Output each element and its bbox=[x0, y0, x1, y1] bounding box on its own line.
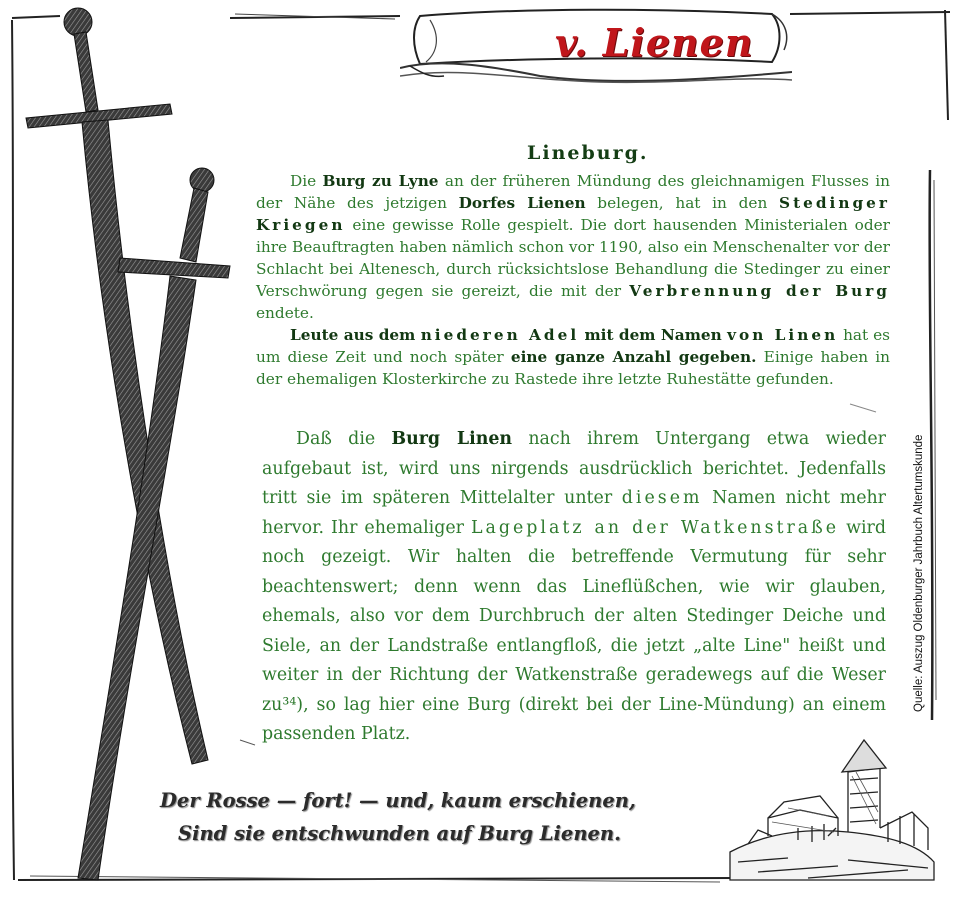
text-bold: mit dem Namen bbox=[579, 326, 728, 344]
text-spaced: Verbrennung der Burg bbox=[629, 282, 891, 300]
article-heading: Lineburg. bbox=[527, 142, 649, 164]
text-run: wird noch gezeigt. Wir halten die betreffende Vermutung für sehr beachtenswert; denn wenn das Lineflüßchen, wie wir glauben, ehemals, also vor dem Durchbruch der alten Stedinger Deiche und Siele, an der Landstraße entlangfloß, die jetzt „alte Line" heißt und weiter in der Richtung der Watkenstraße geradewegs auf die Weser zu³⁴), so lag hier eine Burg (direkt bei der Line-Mündung) an einem passenden Platz. bbox=[262, 517, 886, 744]
text-run: Die bbox=[290, 172, 323, 190]
text-run: eine gewisse Rolle gespielt. Die dort hausenden Ministerialen oder ihre Beauftragten haben nämlich schon vor 1190, also ein Menschenalter vor der Schlacht bei Altenesch, durch rücksichtslose Behandlung die Stedinger zu einer Verschwörung gegen sie gereizt, die mit der bbox=[256, 216, 890, 300]
paragraph-3 bbox=[262, 425, 886, 750]
text-run: Einige haben in der ehemaligen Klosterkirche zu Rastede ihre letzte Ruhestätte gefunden. bbox=[256, 348, 890, 388]
poem-line-1: Der Rosse — fort! — und, kaum erschienen, bbox=[160, 789, 636, 812]
swords-illustration bbox=[20, 0, 260, 899]
poem bbox=[160, 784, 720, 850]
text-bold: Burg Linen bbox=[391, 429, 513, 449]
text-spaced: niederen Adel bbox=[420, 326, 580, 344]
banner-title: v. Lienen bbox=[555, 20, 754, 65]
text-spaced: von Linen bbox=[727, 326, 839, 344]
poem-line-2: Sind sie entschwunden auf Burg Lienen. bbox=[178, 822, 621, 845]
text-bold: eine ganze Anzahl gegeben. bbox=[510, 348, 757, 366]
text-run: nach ihrem Untergang etwa wieder aufgebaut ist, wird uns nirgends ausdrücklich berichtet. Jedenfalls tritt sie im späteren Mittelalter unter bbox=[262, 429, 886, 508]
text-bold: Leute aus dem bbox=[290, 326, 421, 344]
article-paragraphs-top bbox=[256, 170, 890, 390]
paragraph-2 bbox=[256, 324, 890, 390]
text-run: Namen nicht mehr hervor. Ihr ehemaliger bbox=[262, 488, 886, 538]
castle-sketch bbox=[728, 732, 936, 882]
source-note: Quelle: Auszug Oldenburger Jahrbuch Altertumskunde bbox=[913, 434, 925, 712]
text-bold: Dorfes Lienen bbox=[458, 194, 586, 212]
text-spaced: Lageplatz an der Watkenstraße bbox=[470, 517, 840, 538]
text-spaced: diesem bbox=[621, 488, 703, 508]
text-run: belegen, hat in den bbox=[585, 194, 780, 212]
text-spaced: Stedinger Kriegen bbox=[256, 194, 890, 234]
text-run: endete. bbox=[256, 304, 314, 322]
article-paragraph-bottom bbox=[262, 425, 886, 750]
text-run: Daß die bbox=[296, 429, 392, 449]
paragraph-1 bbox=[256, 170, 890, 324]
text-run: an der früheren Mündung des gleichnamigen Flusses in der Nähe des jetzigen bbox=[256, 172, 890, 212]
text-run: hat es um diese Zeit und noch später bbox=[256, 326, 890, 366]
text-bold: Burg zu Lyne bbox=[322, 172, 439, 190]
